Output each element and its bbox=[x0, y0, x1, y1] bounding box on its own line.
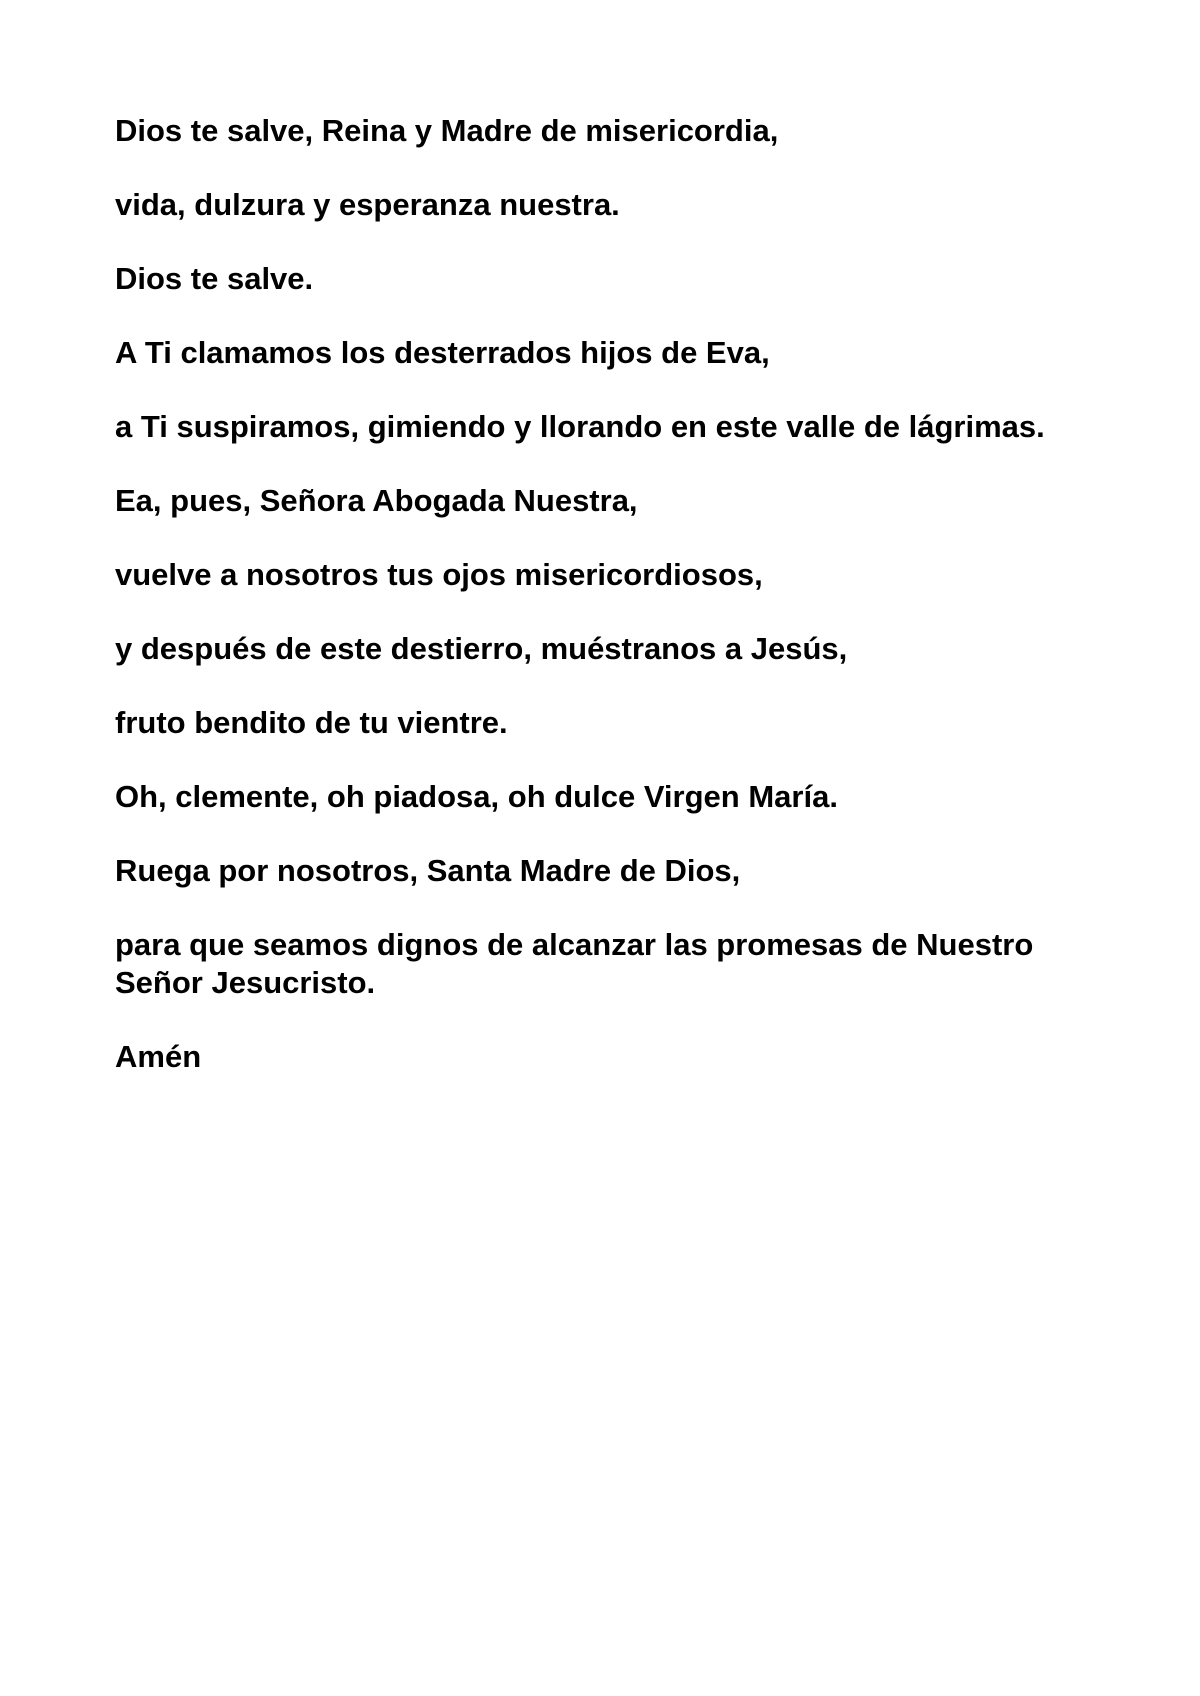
prayer-line-1: Dios te salve, Reina y Madre de misericordia, bbox=[115, 113, 779, 148]
prayer-line-8: y después de este destierro, muéstranos a Jesús, bbox=[115, 631, 848, 666]
prayer-line-12: para que seamos dignos de alcanzar las promesas de Nuestro Señor Jesucristo. bbox=[115, 927, 1034, 1000]
prayer-line-10: Oh, clemente, oh piadosa, oh dulce Virgen María. bbox=[115, 779, 838, 814]
prayer-line-2: vida, dulzura y esperanza nuestra. bbox=[115, 187, 620, 222]
prayer-line-9: fruto bendito de tu vientre. bbox=[115, 705, 508, 740]
prayer-line-4: A Ti clamamos los desterrados hijos de Eva, bbox=[115, 335, 770, 370]
prayer-line-13: Amén bbox=[115, 1039, 202, 1074]
prayer-line-11: Ruega por nosotros, Santa Madre de Dios, bbox=[115, 853, 741, 888]
prayer-line-7: vuelve a nosotros tus ojos misericordiosos, bbox=[115, 557, 763, 592]
prayer-line-6: Ea, pues, Señora Abogada Nuestra, bbox=[115, 483, 638, 518]
prayer-line-5: a Ti suspiramos, gimiendo y llorando en este valle de lágrimas. bbox=[115, 409, 1045, 444]
prayer-text bbox=[115, 112, 1115, 1112]
prayer-line-3: Dios te salve. bbox=[115, 261, 314, 296]
